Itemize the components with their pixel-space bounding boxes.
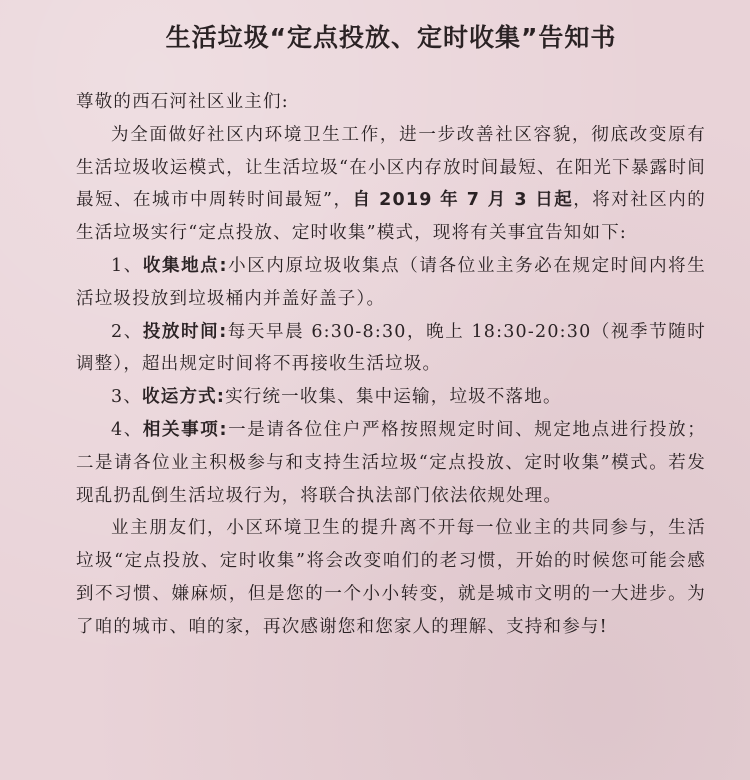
intro-text-a: 为全面做好社区内环境卫生工作，进一步改善社区容貌，彻底改变原有生活垃圾收运模式，让生活垃圾“在小区内存放时间最短、在阳光下暴露时间最短、在城市中周转时间最短”，	[76, 124, 706, 211]
item-separator: :	[216, 387, 226, 408]
item-text: 实行统一收集、集中运输，垃圾不落地。	[225, 387, 562, 408]
notice-title: 生活垃圾“定点投放、定时收集”告知书	[165, 23, 617, 52]
greeting: 尊敬的西石河社区业主们:	[76, 92, 289, 112]
start-date: 自 2019 年 7 月 3 日起	[352, 190, 574, 211]
item-number: 2、	[111, 321, 143, 342]
item-transport-method	[76, 381, 706, 414]
intro-text-b: ，将对社区内的生活垃圾实行“定点投放、定时收集”模式，现将有关事宜告知如下:	[76, 190, 707, 244]
item-separator: :	[219, 255, 228, 276]
item-number: 3、	[111, 387, 143, 408]
item-text: 小区内原垃圾收集点（请各位业主务必在规定时间内将生活垃圾投放到垃圾桶内并盖好盖子）。	[76, 255, 706, 309]
item-drop-time	[76, 316, 706, 382]
item-label: 收运方式	[142, 387, 217, 408]
intro-paragraph	[76, 119, 706, 250]
item-separator: :	[219, 321, 228, 342]
item-number: 1、	[111, 255, 143, 276]
item-separator: :	[219, 419, 228, 440]
item-collection-point	[76, 250, 706, 316]
item-label: 相关事项	[142, 419, 220, 440]
item-text: 每天早晨 6:30-8:30，晚上 18:30-20:30（视季节随时调整），超出规定时间将不再接收生活垃圾。	[76, 321, 706, 375]
item-number: 4、	[111, 419, 143, 440]
item-text: 一是请各位住户严格按照规定时间、规定地点进行投放；二是请各位业主积极参与和支持生活垃圾“定点投放、定时收集”模式。若发现乱扔乱倒生活垃圾行为，将联合执法部门依法依规处理。	[76, 419, 706, 506]
closing-paragraph: 业主朋友们，小区环境卫生的提升离不开每一位业主的共同参与，生活垃圾“定点投放、定时收集”将会改变咱们的老习惯，开始的时候您可能会感到不习惯、嫌麻烦，但是您的一个小小转变，就是城市文明的一大进步。为了咱的城市、咱的家，再次感谢您和您家人的理解、支持和参与!	[76, 518, 706, 637]
item-label: 收集地点	[142, 255, 220, 276]
item-label: 投放时间	[142, 321, 220, 342]
item-related-matters	[76, 414, 706, 512]
